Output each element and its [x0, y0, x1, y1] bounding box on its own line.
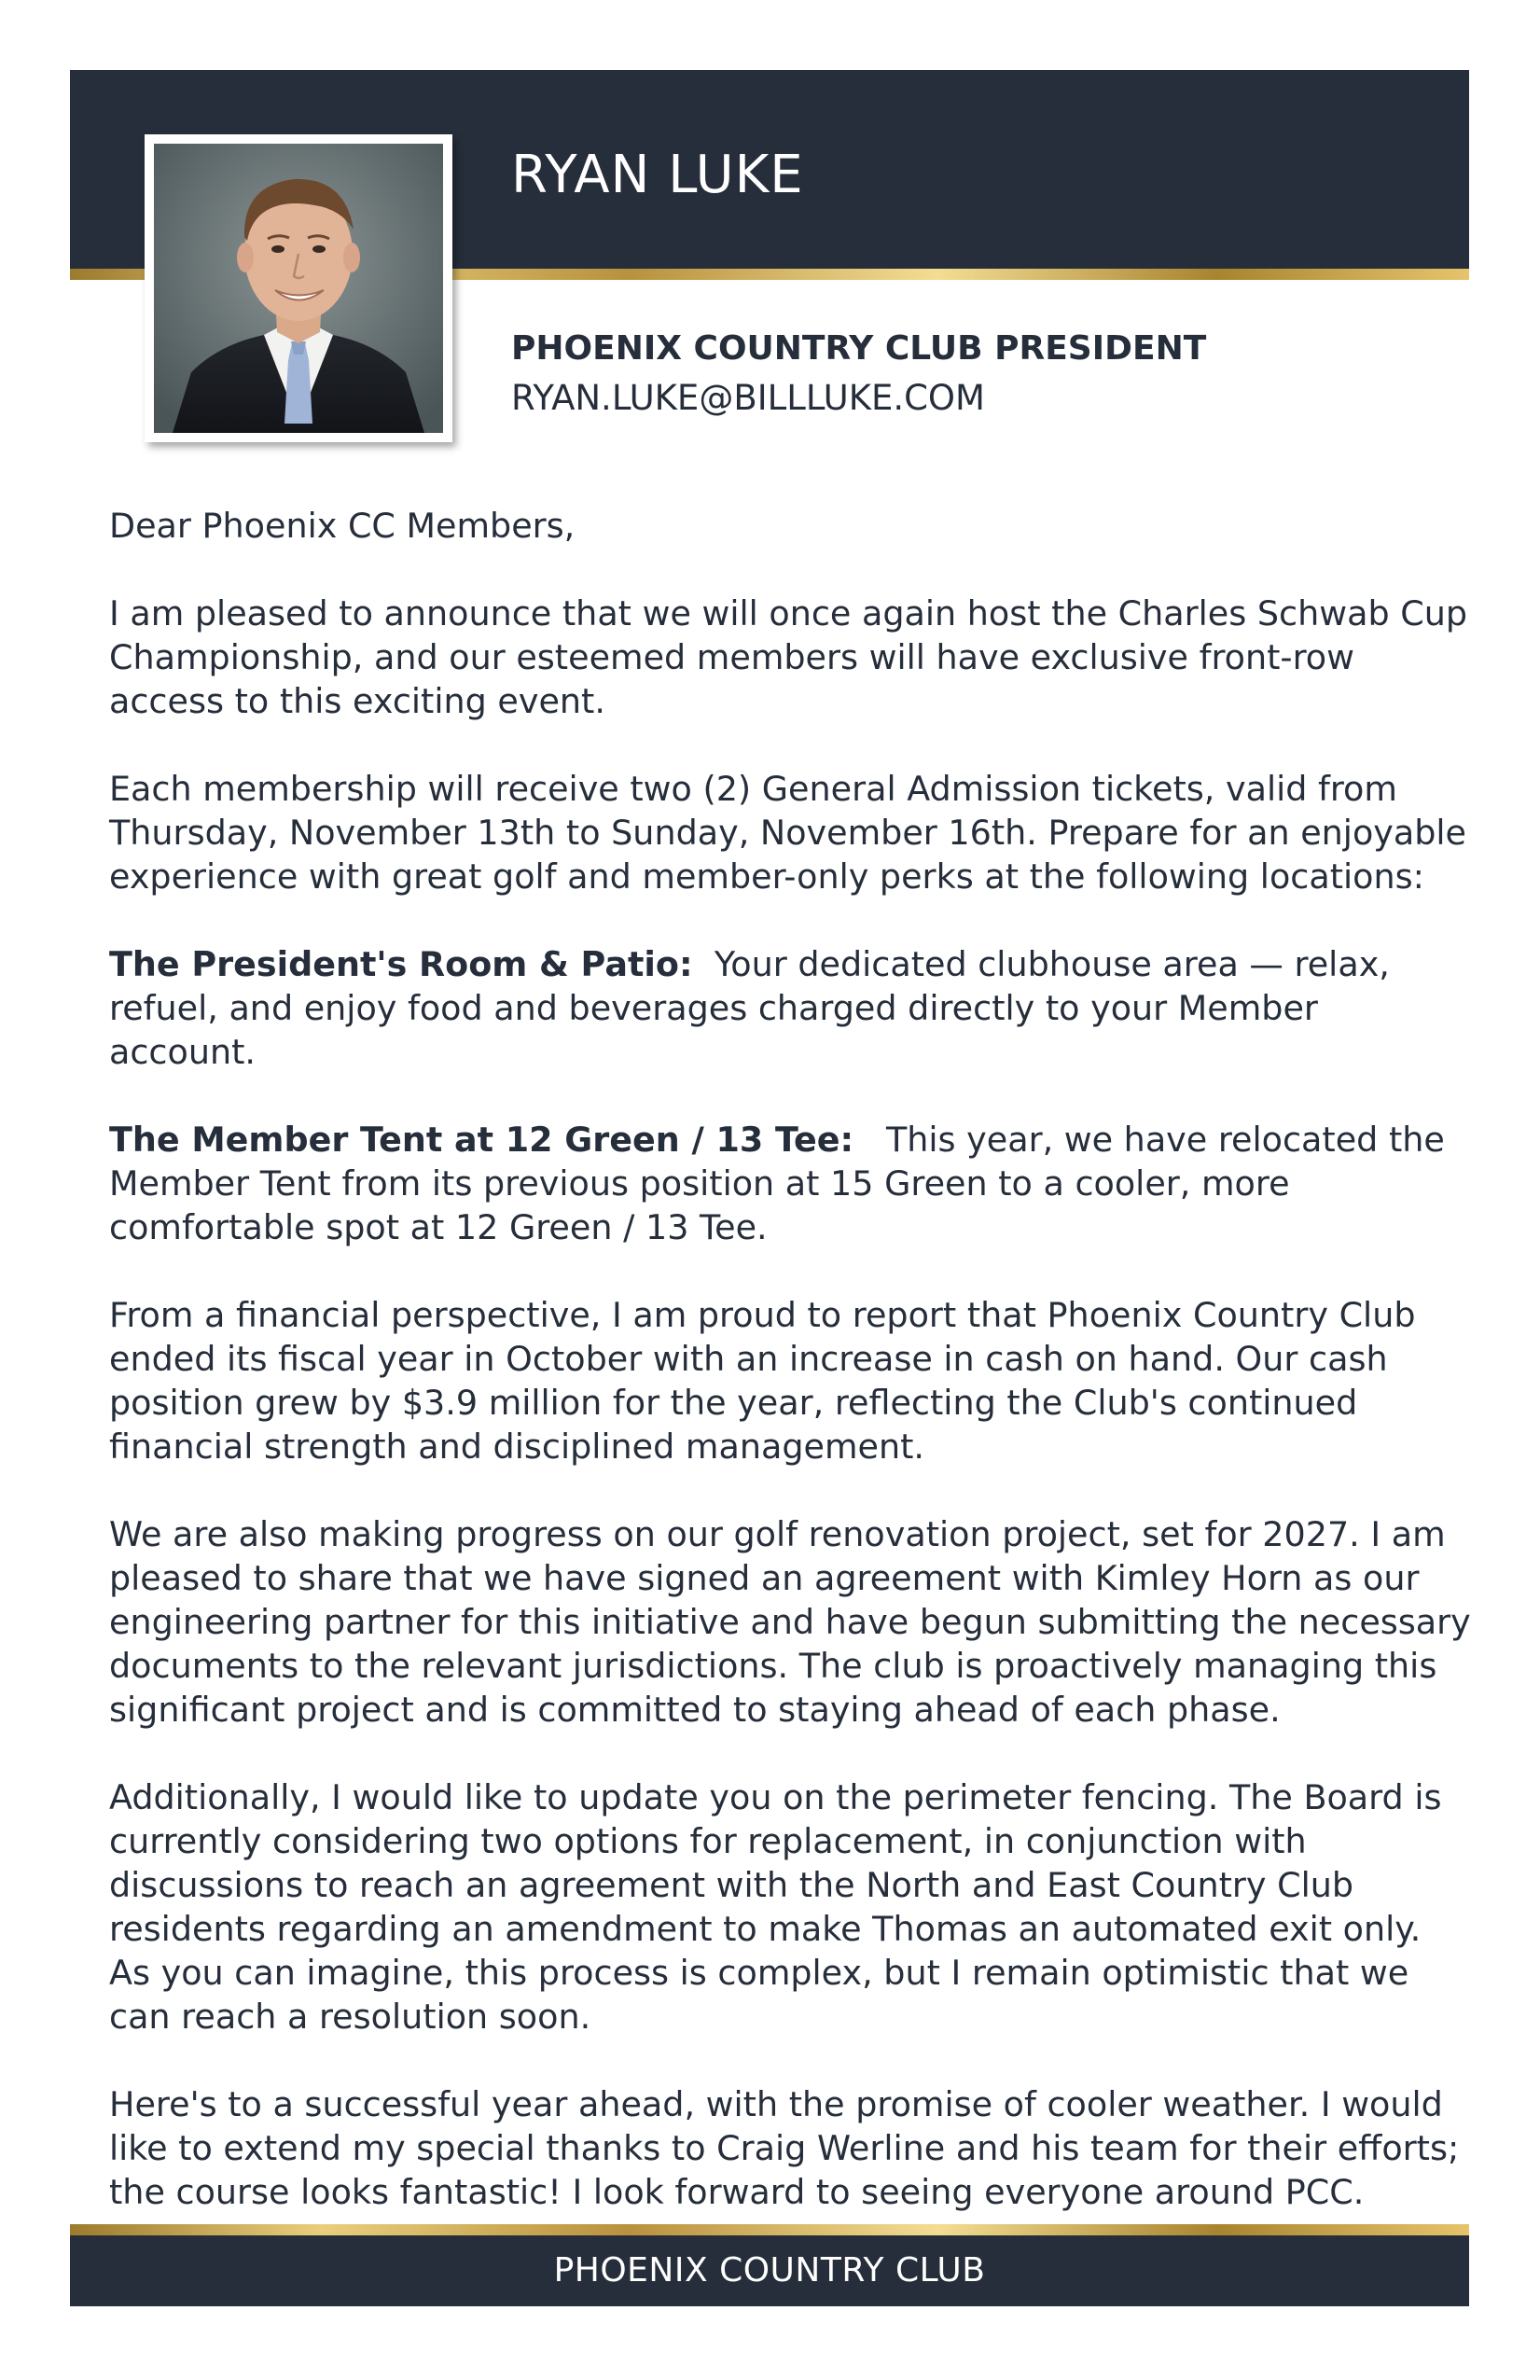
president-name: RYAN LUKE: [511, 145, 804, 205]
letter-paragraph-8: Here's to a successful year ahead, with the promise of cooler weather. I would like to extend my special thanks to Craig Werline and his team for their efforts; the course looks fantastic! I look forward to seeing everyone around PCC.: [109, 2084, 1460, 2212]
portrait-frame: [145, 134, 452, 442]
letter-paragraph-1: I am pleased to announce that we will once again host the Charles Schwab Cup Championship, and our esteemed members will have exclusive front-row access to this exciting event.: [109, 593, 1468, 721]
portrait-photo: [154, 144, 443, 433]
letter-paragraph-6: We are also making progress on our golf renovation project, set for 2027. I am pleased to share that we have signed an agreement with Kimley Horn as our engineering partner for this initiative and have begun submitting the necessary documents to the relevant jurisdictions. The club is proactively managing this significant project and is committed to staying ahead of each phase.: [109, 1514, 1471, 1730]
president-title: PHOENIX COUNTRY CLUB PRESIDENT: [511, 329, 1207, 368]
letter-paragraph-4: [109, 1118, 1471, 1249]
letter-paragraph-5: From a financial perspective, I am proud to report that Phoenix Country Club ended its fiscal year in October with an increase in cash on hand. Our cash position grew by $3.9 million for the year, reflecting the Club's continued financial strength and disciplined management.: [109, 1295, 1416, 1467]
letter-body: [109, 504, 1471, 2258]
footer-gold-rule: [70, 2224, 1469, 2235]
letter-paragraph-2: Each membership will receive two (2) General Admission tickets, valid from Thursday, November 13th to Sunday, November 16th. Prepare for an enjoyable experience with great golf and member-only perks at the following locations:: [109, 769, 1467, 897]
president-email[interactable]: RYAN.LUKE@BILLLUKE.COM: [511, 378, 985, 418]
footer-bar: [70, 2235, 1469, 2306]
footer-club-name: PHOENIX COUNTRY CLUB: [553, 2251, 986, 2290]
letter-paragraph-7: Additionally, I would like to update you on the perimeter fencing. The Board is currently considering two options for replacement, in conjunction with discussions to reach an agreement with the North and East Country Club residents regarding an amendment to make Thomas an automated exit only. As you can imagine, this process is complex, but I remain optimistic that we can reach a resolution soon.: [109, 1777, 1442, 2037]
letter-salutation: Dear Phoenix CC Members,: [109, 506, 576, 546]
letter-paragraph-3: [109, 942, 1471, 1074]
member-tent-text: This year, we have relocated the Member Tent from its previous position at 15 Green to a cooler, more comfortable spot at 12 Green / 13 Tee.: [109, 1120, 1445, 1247]
presidents-room-label: The President's Room & Patio:: [109, 944, 693, 984]
presidents-room-text: Your dedicated clubhouse area — relax, refuel, and enjoy food and beverages charged directly to your Member account.: [109, 944, 1390, 1072]
member-tent-label: The Member Tent at 12 Green / 13 Tee:: [109, 1120, 854, 1160]
